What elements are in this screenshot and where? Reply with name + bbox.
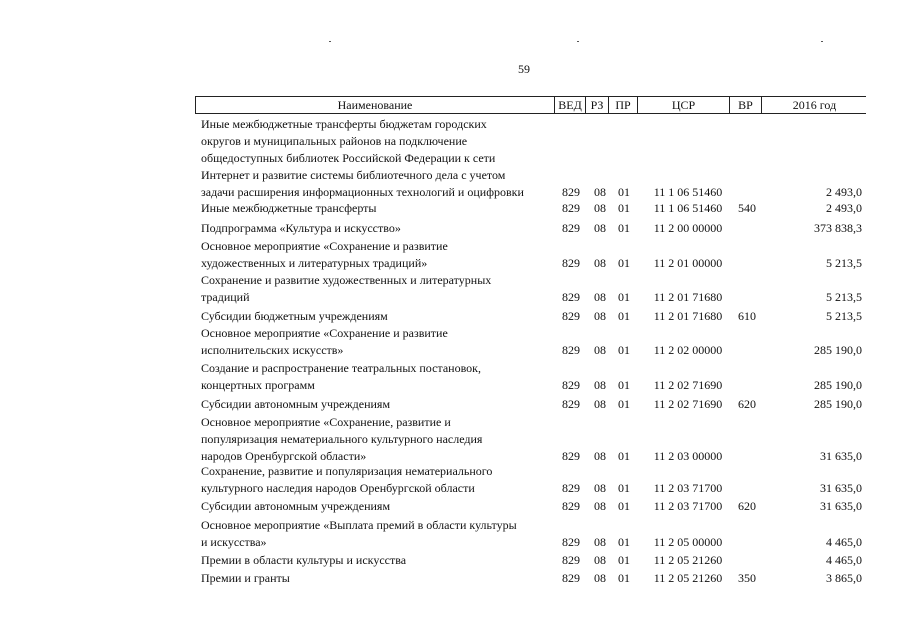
row-ved: 829 [562, 449, 580, 463]
scan-speck [821, 41, 823, 42]
row-csr: 11 2 02 00000 [653, 343, 723, 357]
row-rz: 08 [594, 256, 606, 270]
row-csr: 11 2 05 00000 [653, 535, 723, 549]
row-name-line: Субсидии бюджетным учреждениям [201, 309, 388, 323]
row-name-line: исполнительских искусств» [201, 343, 344, 357]
row-name [201, 517, 556, 551]
page-number: 59 [518, 62, 530, 76]
row-pr: 01 [618, 481, 630, 495]
row-name-line: традиций [201, 290, 250, 304]
row-ved: 829 [562, 185, 580, 199]
header-name: Наименование [196, 97, 555, 113]
row-vr: 610 [738, 309, 756, 323]
table-row [0, 570, 905, 587]
row-ved: 829 [562, 309, 580, 323]
row-ved: 829 [562, 290, 580, 304]
row-name [201, 325, 556, 359]
row-csr: 11 2 03 00000 [653, 449, 723, 463]
row-csr: 11 2 05 21260 [653, 553, 723, 567]
header-csr: ЦСР [638, 97, 730, 113]
row-vr: 350 [738, 571, 756, 585]
row-sum: 5 213,5 [826, 309, 862, 323]
row-name-line: Субсидии автономным учреждениям [201, 397, 391, 411]
row-pr: 01 [618, 571, 630, 585]
table-row [0, 396, 905, 413]
row-csr: 11 2 02 71690 [653, 397, 723, 411]
table-row [0, 200, 905, 217]
table-row [0, 308, 905, 325]
row-ved: 829 [562, 535, 580, 549]
row-rz: 08 [594, 397, 606, 411]
table-row [0, 414, 905, 465]
table-row [0, 498, 905, 515]
row-ved: 829 [562, 571, 580, 585]
row-name [201, 552, 556, 569]
row-sum: 373 838,3 [814, 221, 862, 235]
table-row [0, 220, 905, 237]
table-row [0, 552, 905, 569]
header-vr: ВР [730, 97, 762, 113]
row-name [201, 308, 556, 325]
row-rz: 08 [594, 535, 606, 549]
scan-speck [329, 41, 331, 42]
table-row [0, 463, 905, 497]
row-name-line: концертных программ [201, 378, 315, 392]
row-name-line: Основное мероприятие «Сохранение, развитие и [201, 415, 451, 429]
row-pr: 01 [618, 535, 630, 549]
row-sum: 2 493,0 [826, 201, 862, 215]
row-csr: 11 2 01 71680 [653, 290, 723, 304]
row-ved: 829 [562, 481, 580, 495]
row-ved: 829 [562, 201, 580, 215]
row-ved: 829 [562, 221, 580, 235]
row-name-line: Субсидии автономным учреждениям [201, 499, 391, 513]
row-name [201, 220, 556, 237]
table-row [0, 116, 905, 201]
row-pr: 01 [618, 309, 630, 323]
row-pr: 01 [618, 221, 630, 235]
row-name-line: Основное мероприятие «Выплата премий в области культуры [201, 518, 517, 532]
row-csr: 11 2 02 71690 [653, 378, 723, 392]
row-name-line: округов и муниципальных районов на подключение [201, 134, 468, 148]
row-name [201, 414, 556, 465]
row-name-line: культурного наследия народов Оренбургской области [201, 481, 475, 495]
table-row [0, 325, 905, 359]
row-csr: 11 1 06 51460 [653, 201, 723, 215]
row-name-line: Основное мероприятие «Сохранение и развитие [201, 326, 448, 340]
row-name-line: Интернет и развитие системы библиотечного дела с учетом [201, 168, 506, 182]
row-ved: 829 [562, 343, 580, 357]
row-ved: 829 [562, 397, 580, 411]
row-ved: 829 [562, 499, 580, 513]
row-pr: 01 [618, 378, 630, 392]
row-ved: 829 [562, 256, 580, 270]
scan-speck [577, 41, 579, 42]
row-rz: 08 [594, 553, 606, 567]
row-name-line: Основное мероприятие «Сохранение и развитие [201, 239, 448, 253]
row-name-line: общедоступных библиотек Российской Федерации к сети [201, 151, 496, 165]
row-ved: 829 [562, 378, 580, 392]
row-name-line: народов Оренбургской области» [201, 449, 367, 463]
row-pr: 01 [618, 256, 630, 270]
row-name-line: Сохранение, развитие и популяризация нематериального [201, 464, 493, 478]
row-pr: 01 [618, 449, 630, 463]
row-pr: 01 [618, 499, 630, 513]
row-sum: 4 465,0 [826, 553, 862, 567]
row-name-line: Премии и гранты [201, 571, 290, 585]
row-name-line: популяризация нематериального культурного наследия [201, 432, 483, 446]
row-pr: 01 [618, 201, 630, 215]
header-ved: ВЕД [555, 97, 586, 113]
row-sum: 2 493,0 [826, 185, 862, 199]
row-vr: 620 [738, 499, 756, 513]
row-rz: 08 [594, 481, 606, 495]
row-rz: 08 [594, 571, 606, 585]
row-csr: 11 1 06 51460 [653, 185, 723, 199]
row-name-line: Создание и распространение театральных постановок, [201, 361, 481, 375]
row-pr: 01 [618, 553, 630, 567]
row-ved: 829 [562, 553, 580, 567]
row-name-line: задачи расширения информационных технологий и оцифровки [201, 185, 524, 199]
row-name-line: художественных и литературных традиций» [201, 256, 428, 270]
row-vr: 620 [738, 397, 756, 411]
row-name [201, 200, 556, 217]
row-csr: 11 2 01 71680 [653, 309, 723, 323]
table-row [0, 272, 905, 306]
row-name-line: Иные межбюджетные трансферты бюджетам городских [201, 117, 487, 131]
table-row [0, 517, 905, 551]
row-csr: 11 2 00 00000 [653, 221, 723, 235]
row-sum: 285 190,0 [814, 378, 862, 392]
row-sum: 31 635,0 [820, 499, 862, 513]
row-name-line: Премии в области культуры и искусства [201, 553, 407, 567]
row-csr: 11 2 05 21260 [653, 571, 723, 585]
table-header [195, 96, 866, 114]
row-pr: 01 [618, 290, 630, 304]
row-rz: 08 [594, 378, 606, 392]
row-name [201, 570, 556, 587]
table-row [0, 238, 905, 272]
row-rz: 08 [594, 309, 606, 323]
row-name [201, 238, 556, 272]
row-sum: 285 190,0 [814, 343, 862, 357]
row-pr: 01 [618, 397, 630, 411]
header-year: 2016 год [792, 98, 837, 112]
row-name [201, 360, 556, 394]
row-name [201, 396, 556, 413]
row-name [201, 463, 556, 497]
row-csr: 11 2 03 71700 [653, 481, 723, 495]
row-rz: 08 [594, 185, 606, 199]
row-name-line: и искусства» [201, 535, 267, 549]
row-rz: 08 [594, 449, 606, 463]
row-csr: 11 2 03 71700 [653, 499, 723, 513]
row-rz: 08 [594, 201, 606, 215]
row-name-line: Подпрограмма «Культура и искусство» [201, 221, 401, 235]
row-rz: 08 [594, 221, 606, 235]
row-rz: 08 [594, 290, 606, 304]
row-sum: 31 635,0 [820, 449, 862, 463]
row-rz: 08 [594, 499, 606, 513]
header-pr: ПР [609, 97, 638, 113]
row-name [201, 116, 556, 201]
row-name [201, 272, 556, 306]
row-rz: 08 [594, 343, 606, 357]
table-row [0, 360, 905, 394]
row-pr: 01 [618, 185, 630, 199]
row-name [201, 498, 556, 515]
row-sum: 5 213,5 [826, 256, 862, 270]
row-vr: 540 [738, 201, 756, 215]
header-rz: РЗ [586, 97, 609, 113]
row-sum: 285 190,0 [814, 397, 862, 411]
row-name-line: Сохранение и развитие художественных и литературных [201, 273, 492, 287]
row-csr: 11 2 01 00000 [653, 256, 723, 270]
row-name-line: Иные межбюджетные трансферты [201, 201, 377, 215]
row-sum: 31 635,0 [820, 481, 862, 495]
row-sum: 5 213,5 [826, 290, 862, 304]
row-sum: 3 865,0 [826, 571, 862, 585]
row-pr: 01 [618, 343, 630, 357]
row-sum: 4 465,0 [826, 535, 862, 549]
